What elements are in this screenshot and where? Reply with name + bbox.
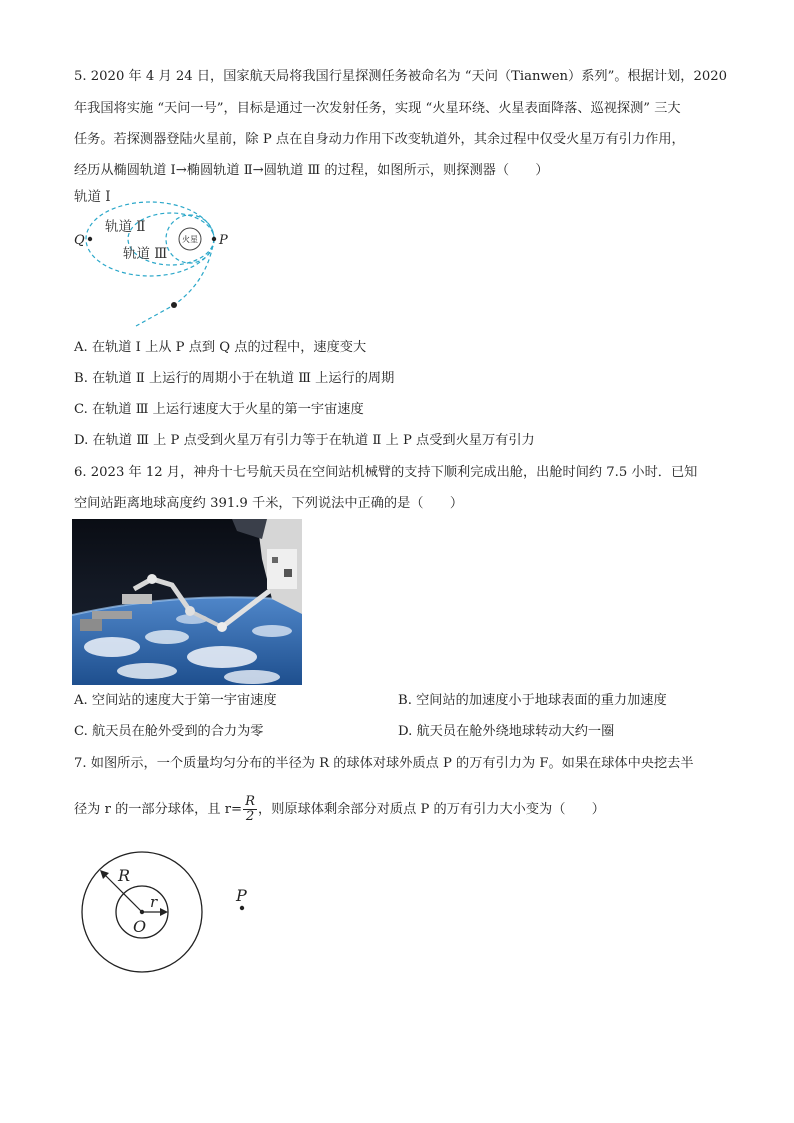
label-P: P <box>236 886 247 905</box>
q7-sphere-diagram <box>78 850 258 976</box>
label-R: R <box>118 866 131 885</box>
space-station-photo <box>72 519 302 685</box>
q5-line-4: 经历从椭圆轨道 Ⅰ→椭圆轨道 Ⅱ→圆轨道 Ⅲ 的过程，如图所示，则探测器（ ） <box>74 163 549 178</box>
fraction-r-over-2 <box>243 795 257 824</box>
q6-line-1: 6. 2023 年 12 月，神舟十七号航天员在空间站机械臂的支持下顺利完成出舱，出舱时间约 7.5 小时．已知 <box>74 465 698 480</box>
q7-line-1: 7. 如图所示，一个质量均匀分布的半径为 R 的球体对球外质点 P 的万有引力为 F。如果在球体中央挖去半 <box>74 756 694 771</box>
q5-option-d: D. 在轨道 Ⅲ 上 P 点受到火星万有引力等于在轨道 Ⅱ 上 P 点受到火星万有引力 <box>74 433 535 448</box>
q7-line-2 <box>74 795 605 824</box>
point-q-label: Q <box>74 233 85 248</box>
q5-line-2: 年我国将实施 “天问一号”，目标是通过一次发射任务，实现 “火星环绕、火星表面降落、巡视探测” 三大 <box>74 101 681 116</box>
q6-option-c: C. 航天员在舱外受到的合力为零 <box>74 724 264 739</box>
fraction-numerator: R <box>245 794 256 809</box>
label-r: r <box>150 893 158 911</box>
orbit-1-label: 轨道 Ⅰ <box>74 189 111 205</box>
point-q-dot <box>88 237 92 241</box>
probe-dot <box>171 302 177 308</box>
mars-label: 火星 <box>182 235 198 244</box>
point-p-label: P <box>219 233 228 248</box>
label-O: O <box>133 917 147 936</box>
q6-option-d: D. 航天员在舱外绕地球转动大约一圈 <box>398 724 615 739</box>
point-p-dot <box>212 237 216 241</box>
q7-line-2-prefix: 径为 r 的一部分球体，且 r= <box>74 802 243 817</box>
radius-r-arrowhead <box>160 908 168 916</box>
q5-line-1: 5. 2020 年 4 月 24 日，国家航天局将我国行星探测任务被命名为 “天问（Tianwen）系列”。根据计划，2020 <box>74 69 728 84</box>
q5-option-b: B. 在轨道 Ⅱ 上运行的周期小于在轨道 Ⅲ 上运行的周期 <box>74 371 395 386</box>
orbit-3-label: 轨道 Ⅲ <box>123 246 168 262</box>
q7-line-2-suffix: ，则原球体剩余部分对质点 P 的万有引力大小变为（ ） <box>258 802 605 817</box>
q6-line-2: 空间站距离地球高度约 391.9 千米，下列说法中正确的是（ ） <box>74 496 464 511</box>
q6-option-b: B. 空间站的加速度小于地球表面的重力加速度 <box>398 693 667 708</box>
point-p-dot <box>240 906 244 910</box>
q5-option-c: C. 在轨道 Ⅲ 上运行速度大于火星的第一宇宙速度 <box>74 402 364 417</box>
q5-orbit-diagram <box>68 186 238 328</box>
q5-line-3: 任务。若探测器登陆火星前，除 P 点在自身动力作用下改变轨道外，其余过程中仅受火星万有引力作用， <box>74 132 685 147</box>
fraction-denominator: 2 <box>245 809 255 824</box>
orbit-2-label: 轨道 Ⅱ <box>105 219 146 235</box>
q6-option-a: A. 空间站的速度大于第一宇宙速度 <box>74 693 277 708</box>
q5-option-a: A. 在轨道 Ⅰ 上从 P 点到 Q 点的过程中，速度变大 <box>74 340 367 355</box>
